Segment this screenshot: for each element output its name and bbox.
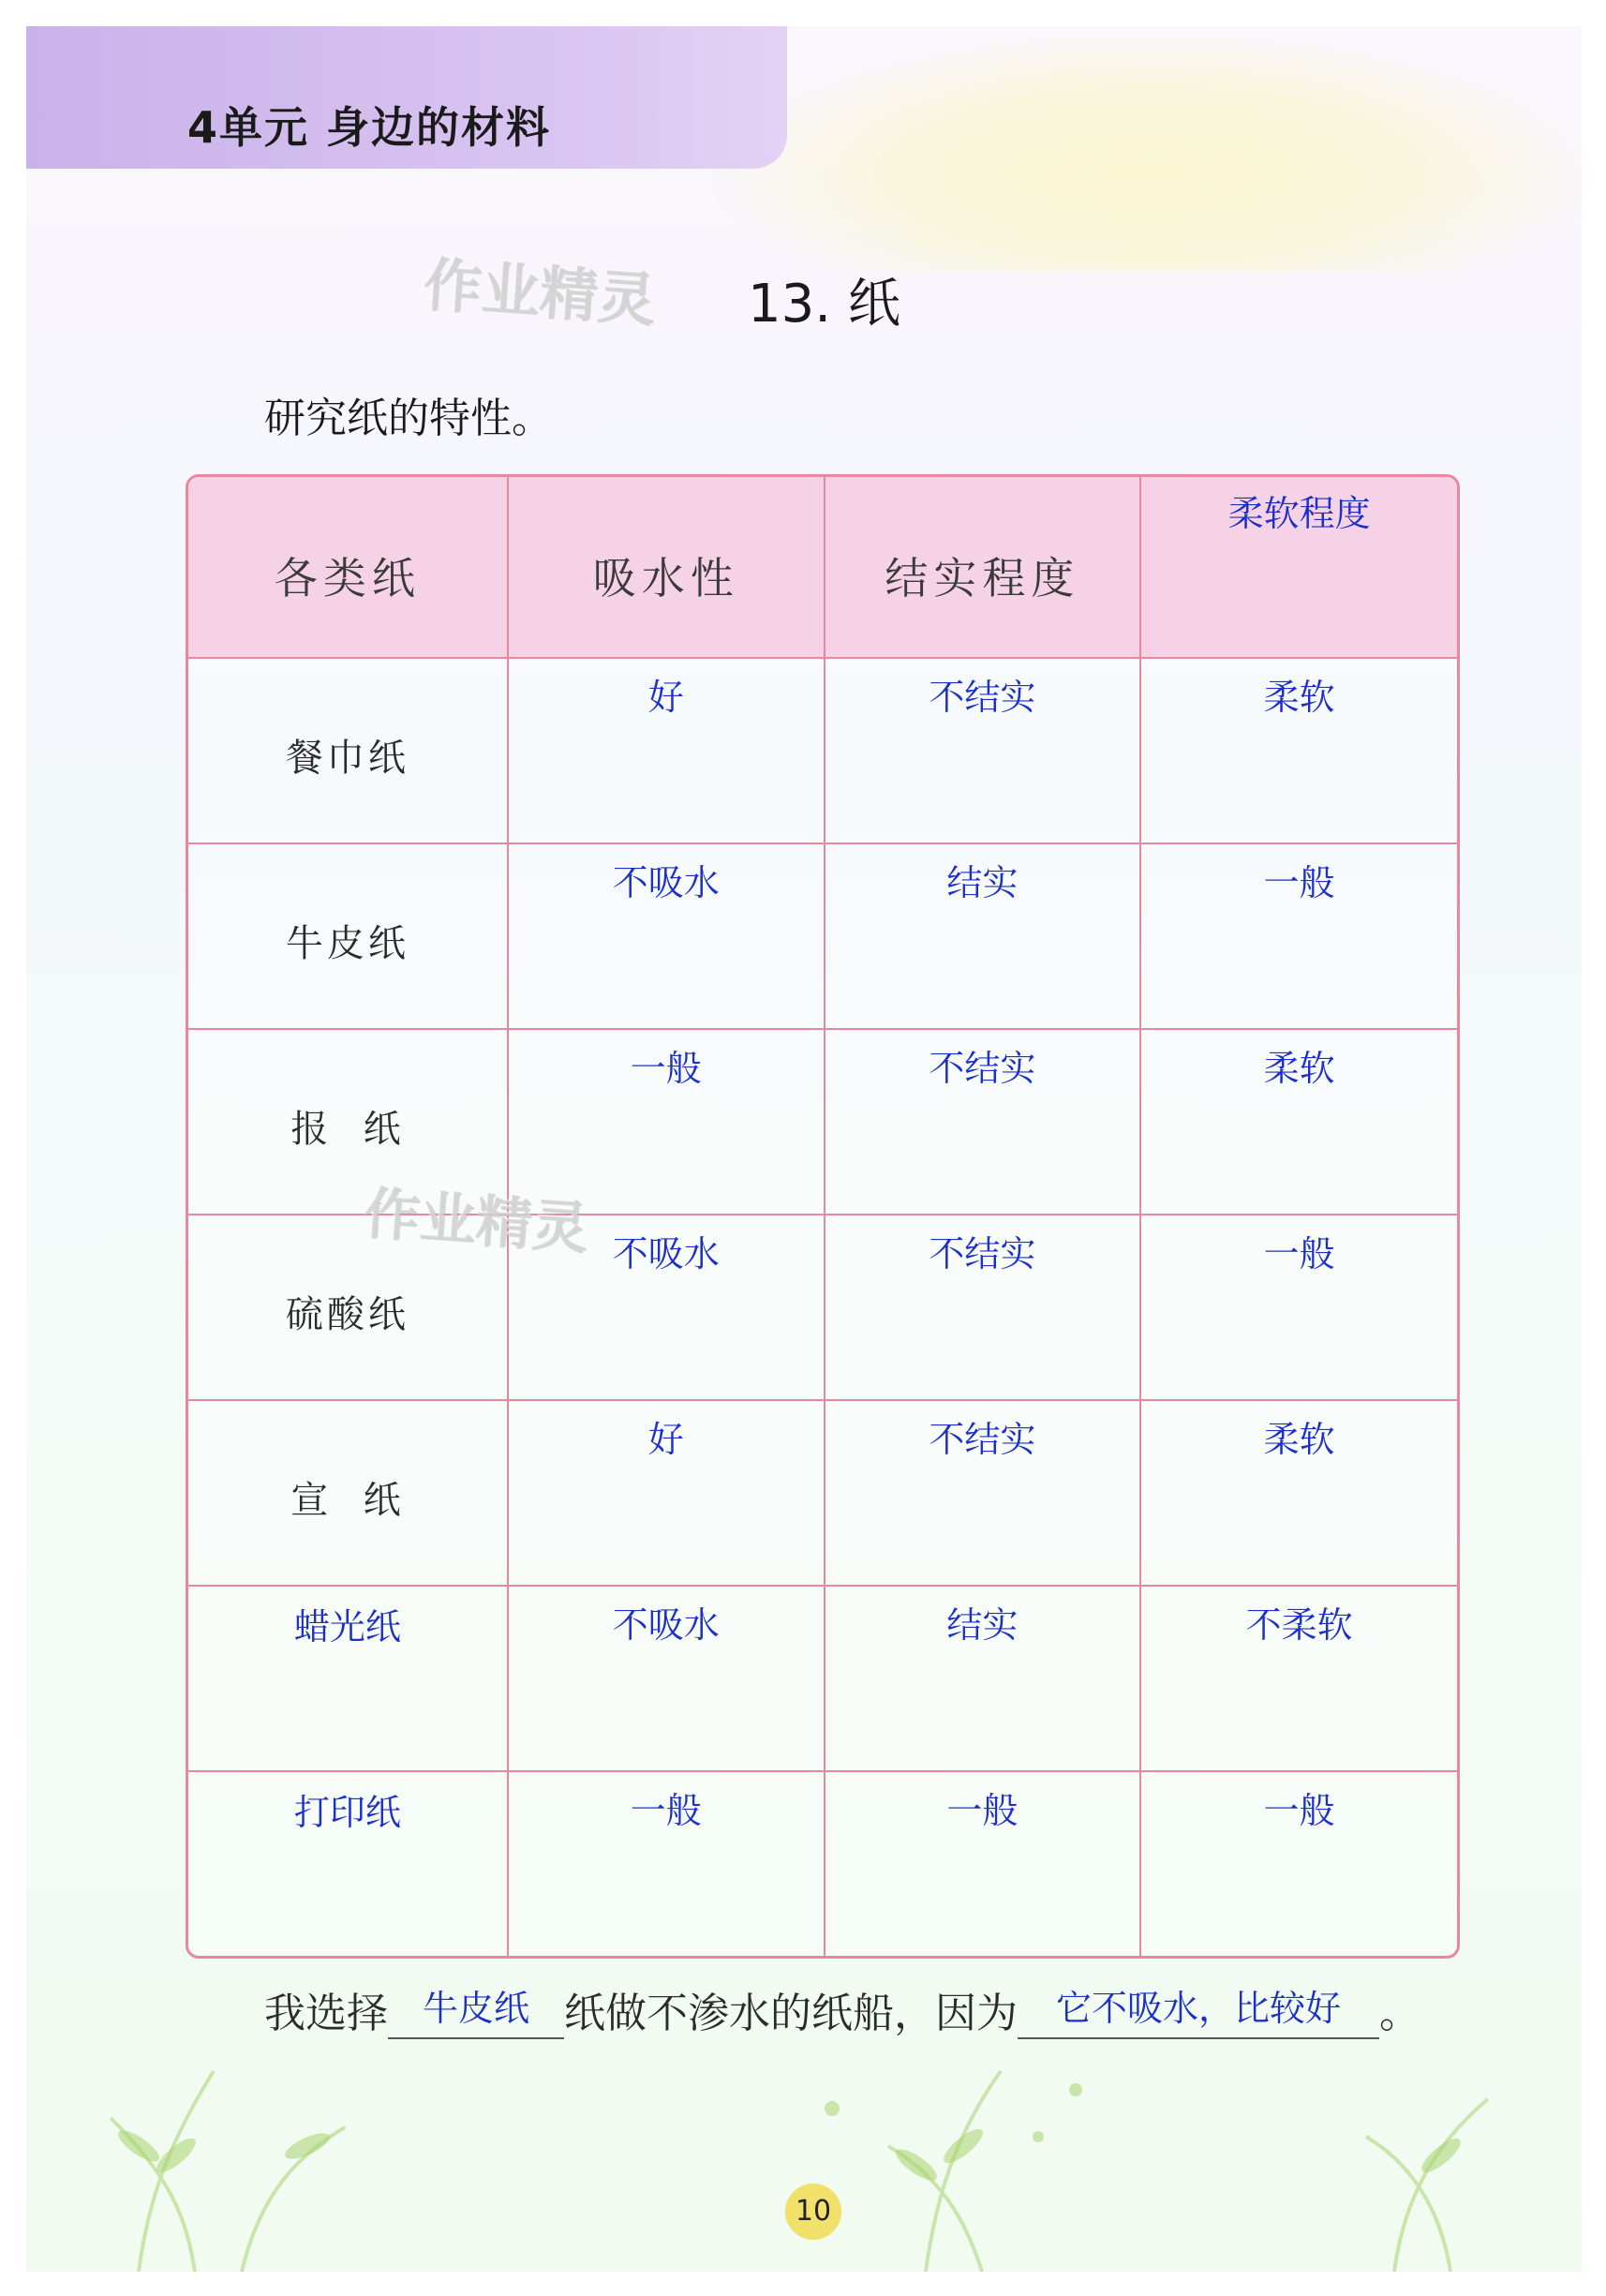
answer-cell[interactable] (825, 1400, 1141, 1586)
table-row (188, 843, 1457, 1029)
table-header-row (188, 477, 1457, 658)
page-number: 10 (785, 2184, 841, 2240)
handwritten-answer: 结实 (946, 862, 1019, 903)
row-label: 餐巾纸 (285, 737, 409, 780)
handwritten-row-label: 蜡光纸 (293, 1606, 401, 1647)
answer-prefix: 我选择 (264, 1990, 388, 2037)
handwritten-answer: 不吸水 (612, 862, 720, 903)
header-cell-paper-type (188, 477, 508, 658)
answer-cell[interactable] (508, 1586, 825, 1771)
table-row (188, 1771, 1457, 1956)
handwritten-answer: 一般 (1263, 1233, 1335, 1275)
answer-suffix: 。 (1379, 1990, 1420, 2037)
handwritten-row-label: 打印纸 (293, 1792, 401, 1833)
row-label: 宣 纸 (290, 1479, 405, 1522)
unit-title: 4单元 身边的材料 (187, 102, 552, 153)
answer-cell[interactable] (825, 1215, 1141, 1400)
handwritten-header: 柔软程度 (1227, 493, 1371, 534)
header-label: 吸水性 (592, 553, 739, 604)
handwritten-answer: 好 (647, 677, 684, 718)
header-cell-absorbency (508, 477, 825, 658)
handwritten-answer: 不结实 (929, 1048, 1036, 1089)
row-label: 牛皮纸 (285, 922, 409, 965)
header-cell-softness[interactable] (1140, 477, 1457, 658)
watermark: 作业精灵 (421, 249, 658, 335)
table-row (188, 658, 1457, 843)
table-row (188, 1586, 1457, 1771)
answer-cell[interactable] (508, 658, 825, 843)
handwritten-answer: 一般 (630, 1048, 702, 1089)
answer-middle: 纸做不渗水的纸船，因为 (564, 1990, 1018, 2037)
row-label-cell[interactable] (188, 1771, 508, 1956)
handwritten-answer: 不吸水 (612, 1604, 720, 1646)
row-label-cell (188, 658, 508, 843)
answer-cell[interactable] (1140, 1586, 1457, 1771)
table-row (188, 1400, 1457, 1586)
handwritten-answer: 结实 (946, 1604, 1019, 1646)
row-label: 报 纸 (290, 1108, 405, 1151)
handwritten-answer: 柔软 (1263, 1419, 1335, 1460)
row-label-cell[interactable] (188, 1586, 508, 1771)
handwritten-answer: 不结实 (929, 1419, 1036, 1460)
header-label: 结实程度 (885, 553, 1080, 604)
answer-cell[interactable] (1140, 1029, 1457, 1215)
answer-cell[interactable] (1140, 843, 1457, 1029)
handwritten-answer: 不吸水 (612, 1233, 720, 1275)
answer-cell[interactable] (825, 658, 1141, 843)
answer-cell[interactable] (508, 1771, 825, 1956)
answer-cell[interactable] (1140, 1400, 1457, 1586)
handwritten-answer: 不结实 (929, 1233, 1036, 1275)
watermark: 作业精灵 (361, 1180, 590, 1262)
header-cell-strength (825, 477, 1141, 658)
answer-cell[interactable] (825, 843, 1141, 1029)
handwritten-answer: 柔软 (1263, 1048, 1335, 1089)
answer-cell[interactable] (825, 1029, 1141, 1215)
answer-cell[interactable] (825, 1771, 1141, 1956)
handwritten-answer: 一般 (630, 1790, 702, 1831)
handwritten-answer: 一般 (946, 1790, 1019, 1831)
lesson-title: 13. 纸 (748, 274, 900, 335)
answer-blank-reason[interactable]: 它不吸水，比较好 (1018, 1979, 1379, 2039)
handwritten-answer: 一般 (1263, 1790, 1335, 1831)
answer-cell[interactable] (508, 1400, 825, 1586)
answer-cell[interactable] (825, 1586, 1141, 1771)
answer-cell[interactable] (1140, 1771, 1457, 1956)
answer-blank-paper[interactable]: 牛皮纸 (388, 1979, 564, 2039)
handwritten-answer: 好 (647, 1419, 684, 1460)
handwritten-answer: 不柔软 (1245, 1604, 1353, 1646)
row-label-cell (188, 1400, 508, 1586)
instruction-text: 研究纸的特性。 (264, 395, 553, 442)
handwritten-answer: 一般 (1263, 862, 1335, 903)
answer-cell[interactable] (1140, 1215, 1457, 1400)
handwritten-answer: 不结实 (929, 677, 1036, 718)
answer-cell[interactable] (1140, 658, 1457, 843)
background-hill (712, 28, 1593, 272)
answer-cell[interactable] (508, 843, 825, 1029)
row-label: 硫酸纸 (285, 1293, 409, 1336)
handwritten-answer: 柔软 (1263, 677, 1335, 718)
row-label-cell (188, 843, 508, 1029)
header-label: 各类纸 (274, 553, 421, 604)
